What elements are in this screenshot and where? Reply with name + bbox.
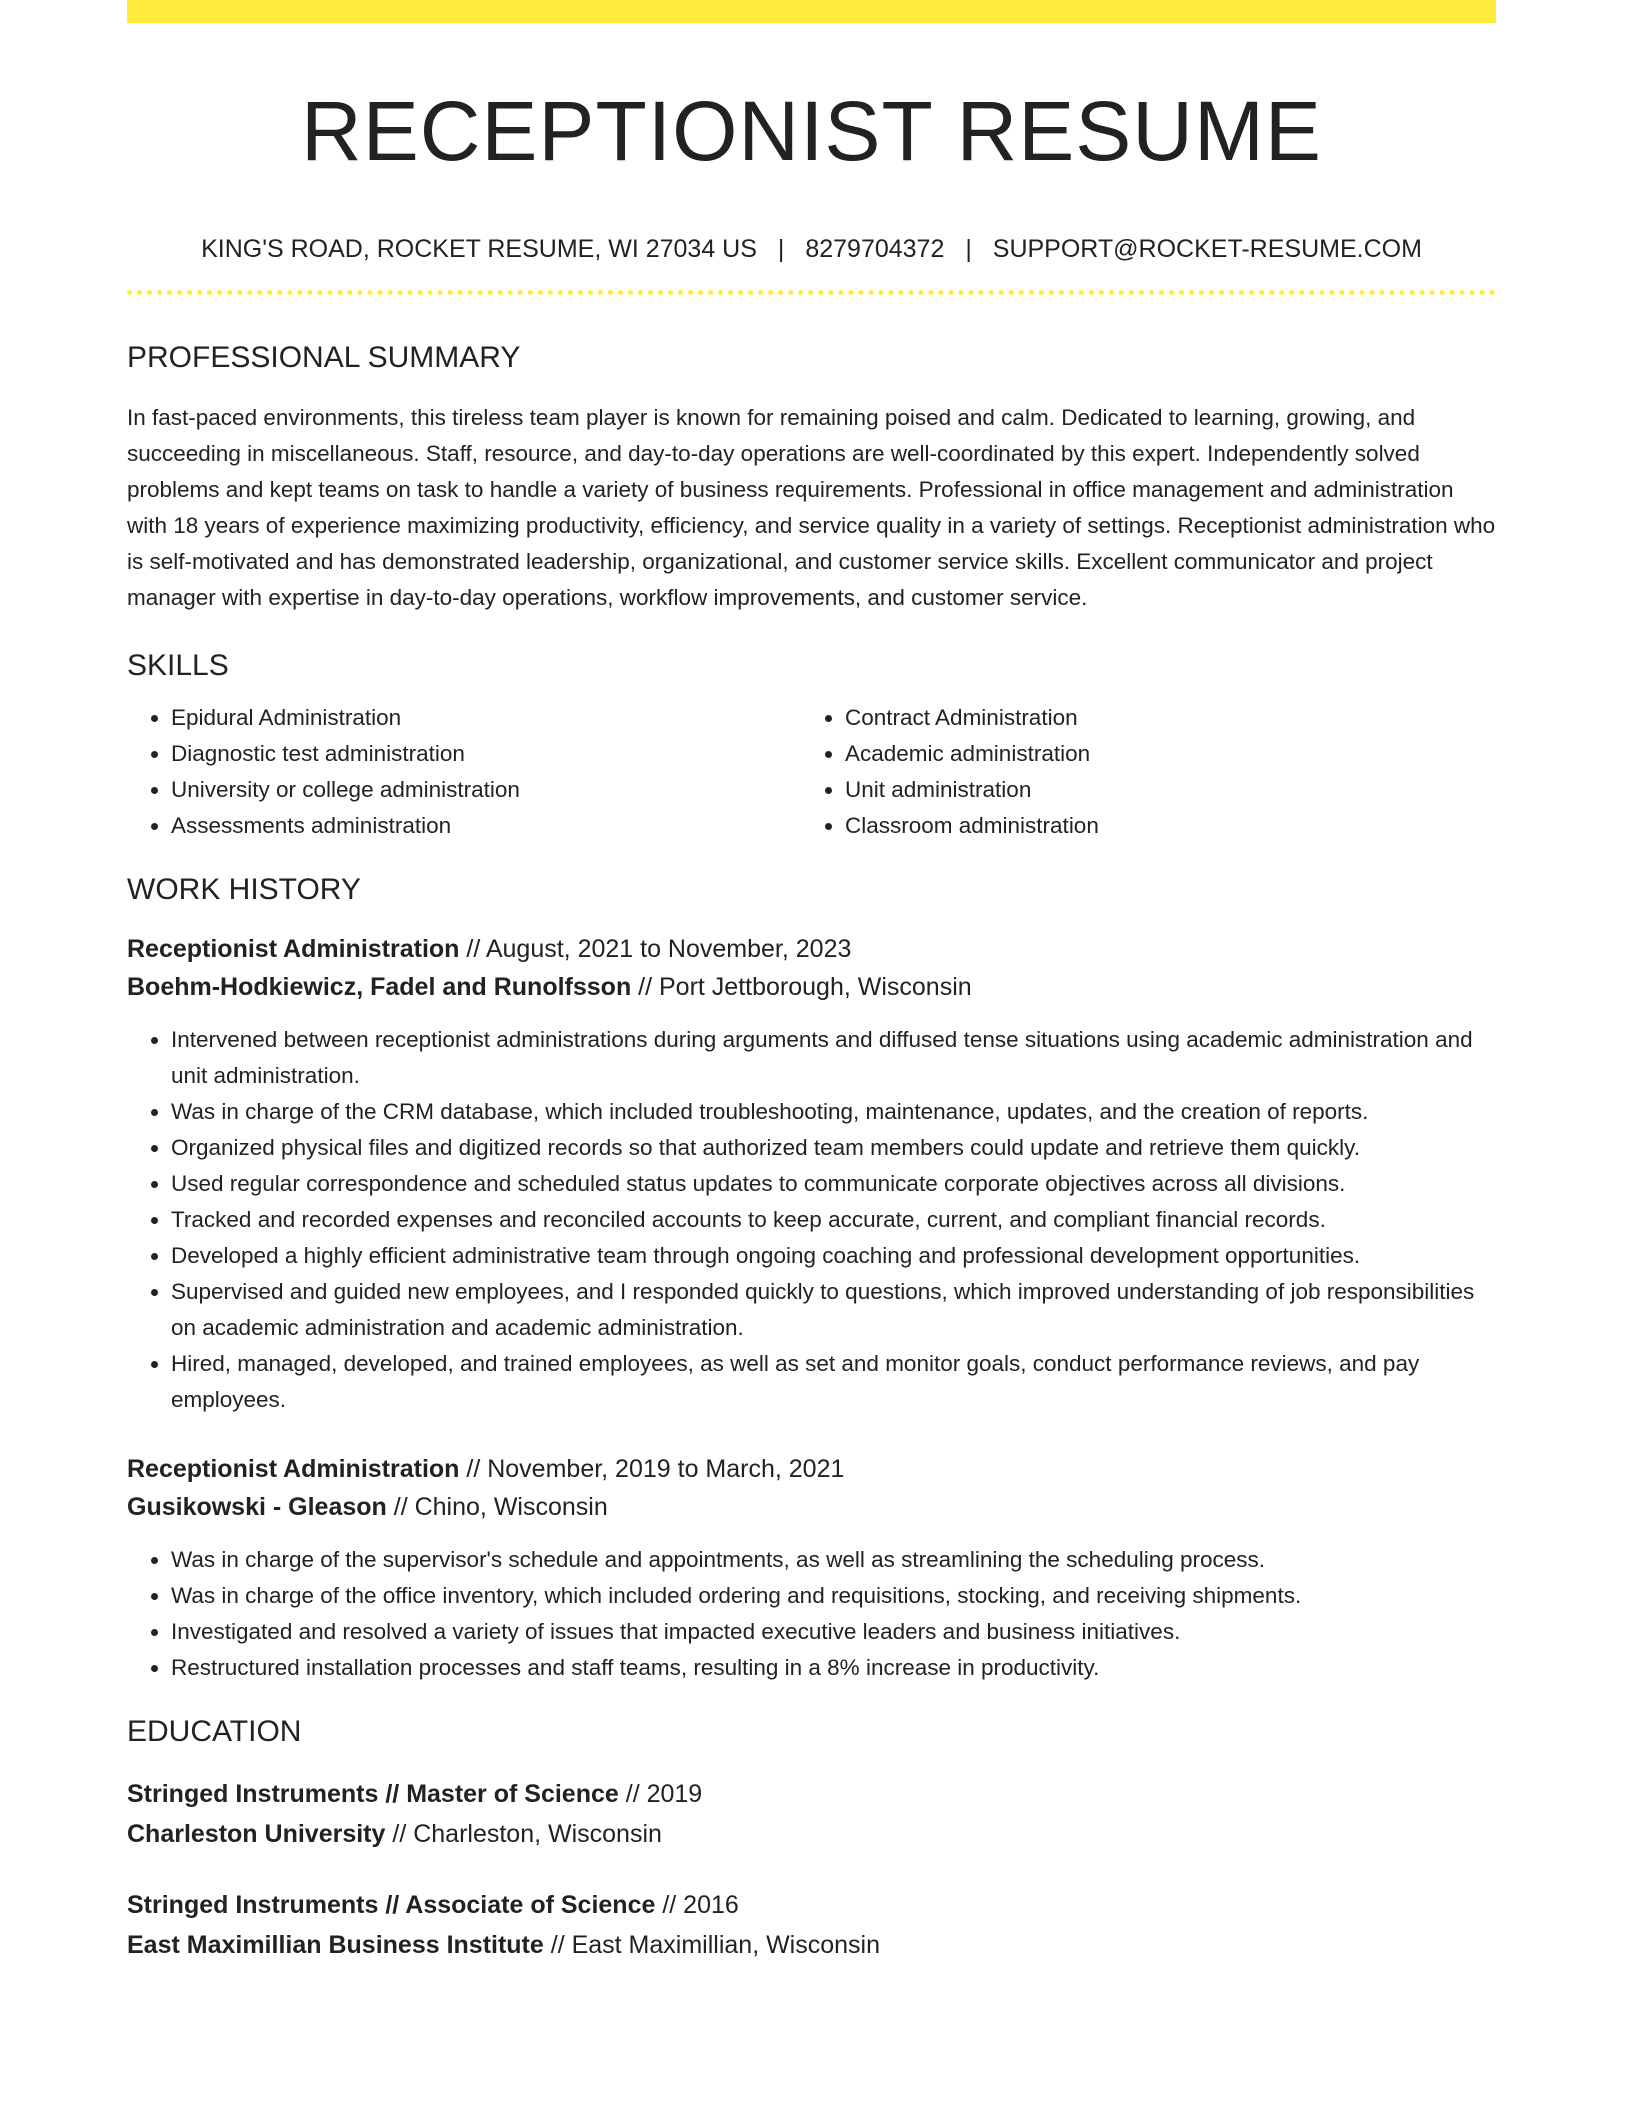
education-degree: Stringed Instruments // Master of Science (127, 1779, 619, 1808)
job-bullet: • Supervised and guided new employees, and I responded quickly to questions, which improved understanding of job responsibilities on academic administration and academic administration. (171, 1274, 1496, 1346)
job-entry (127, 930, 1496, 1418)
education-year: // 2016 (662, 1890, 739, 1919)
skill-item: • Academic administration (845, 736, 1475, 772)
contact-phone: 8279704372 (805, 234, 945, 263)
skill-item: • Epidural Administration (171, 700, 801, 736)
skill-item: • Assessments administration (171, 808, 801, 844)
job-bullet: • Investigated and resolved a variety of issues that impacted executive leaders and business initiatives. (171, 1614, 1496, 1650)
education-entry (127, 1885, 1496, 1965)
skills-column-left (127, 700, 801, 844)
resume-page (127, 0, 1496, 1965)
skill-item: • University or college administration (171, 772, 801, 808)
job-bullet: • Tracked and recorded expenses and reconciled accounts to keep accurate, current, and compliant financial records. (171, 1202, 1496, 1238)
job-company: Boehm-Hodkiewicz, Fadel and Runolfsson (127, 972, 632, 1001)
job-responsibilities (127, 1022, 1496, 1418)
education-school: Charleston University (127, 1819, 386, 1848)
job-title-line (127, 1450, 1496, 1488)
skills-column-right (801, 700, 1475, 844)
job-responsibilities (127, 1542, 1496, 1686)
education-school-line (127, 1925, 1496, 1965)
education-degree: Stringed Instruments // Associate of Science (127, 1890, 656, 1919)
job-title: Receptionist Administration (127, 1454, 460, 1483)
education-school: East Maximillian Business Institute (127, 1930, 544, 1959)
education-school-line (127, 1814, 1496, 1854)
job-dates: // November, 2019 to March, 2021 (466, 1454, 845, 1483)
job-bullet: • Organized physical files and digitized records so that authorized team members could update and retrieve them quickly. (171, 1130, 1496, 1166)
education-degree-line (127, 1885, 1496, 1925)
job-bullet: • Restructured installation processes and staff teams, resulting in a 8% increase in productivity. (171, 1650, 1496, 1686)
contact-line (127, 234, 1496, 264)
job-bullet: • Hired, managed, developed, and trained employees, as well as set and monitor goals, conduct performance reviews, and pay employees. (171, 1346, 1496, 1418)
skills-list (127, 700, 1496, 844)
job-bullet: • Was in charge of the CRM database, which included troubleshooting, maintenance, updates, and the creation of reports. (171, 1094, 1496, 1130)
job-bullet: • Developed a highly efficient administrative team through ongoing coaching and professional development opportunities. (171, 1238, 1496, 1274)
education-location: // Charleston, Wisconsin (392, 1819, 662, 1848)
job-location: // Port Jettborough, Wisconsin (638, 972, 972, 1001)
job-title-line (127, 930, 1496, 968)
skill-item: • Diagnostic test administration (171, 736, 801, 772)
education-heading: EDUCATION (127, 1714, 302, 1748)
education-year: // 2019 (625, 1779, 703, 1808)
job-company-line (127, 968, 1496, 1006)
job-bullet: • Was in charge of the office inventory, which included ordering and requisitions, stocking, and receiving shipments. (171, 1578, 1496, 1614)
job-bullet: • Was in charge of the supervisor's schedule and appointments, as well as streamlining the scheduling process. (171, 1542, 1496, 1578)
education-location: // East Maximillian, Wisconsin (550, 1930, 880, 1959)
contact-separator: | (965, 234, 972, 263)
skill-item: • Unit administration (845, 772, 1475, 808)
job-bullet: • Intervened between receptionist administrations during arguments and diffused tense situations using academic administration and unit administration. (171, 1022, 1496, 1094)
job-company: Gusikowski - Gleason (127, 1492, 387, 1521)
work-history-heading: WORK HISTORY (127, 872, 361, 906)
skill-item: • Contract Administration (845, 700, 1475, 736)
job-location: // Chino, Wisconsin (393, 1492, 608, 1521)
contact-address: KING'S ROAD, ROCKET RESUME, WI 27034 US (201, 234, 757, 263)
education-entry (127, 1774, 1496, 1854)
job-dates: // August, 2021 to November, 2023 (466, 934, 852, 963)
resume-title: RECEPTIONIST RESUME (301, 84, 1322, 178)
skill-item: • Classroom administration (845, 808, 1475, 844)
contact-email: SUPPORT@ROCKET-RESUME.COM (992, 234, 1422, 263)
job-title: Receptionist Administration (127, 934, 460, 963)
dotted-divider (127, 290, 1496, 295)
job-company-line (127, 1488, 1496, 1526)
accent-bar (127, 0, 1496, 23)
education-degree-line (127, 1774, 1496, 1814)
summary-text: In fast-paced environments, this tireless team player is known for remaining poised and calm. Dedicated to learning, growing, and succeeding in miscellaneous. Staff, resource, and day-to-day operations are well-coordinated by this expert. Independently solved problems and kept teams on task to handle a variety of business requirements. Professional in office management and administration with 18 years of experience maximizing productivity, efficiency, and service quality in a variety of settings. Receptionist administration who is self-motivated and has demonstrated leadership, organizational, and customer service skills. Excellent communicator and project manager with expertise in day-to-day operations, workflow improvements, and customer service. (127, 404, 1496, 610)
job-entry (127, 1450, 1496, 1686)
job-bullet: • Used regular correspondence and scheduled status updates to communicate corporate objectives across all divisions. (171, 1166, 1496, 1202)
contact-separator: | (777, 234, 785, 263)
skills-heading: SKILLS (127, 648, 229, 682)
summary-heading: PROFESSIONAL SUMMARY (127, 340, 521, 374)
